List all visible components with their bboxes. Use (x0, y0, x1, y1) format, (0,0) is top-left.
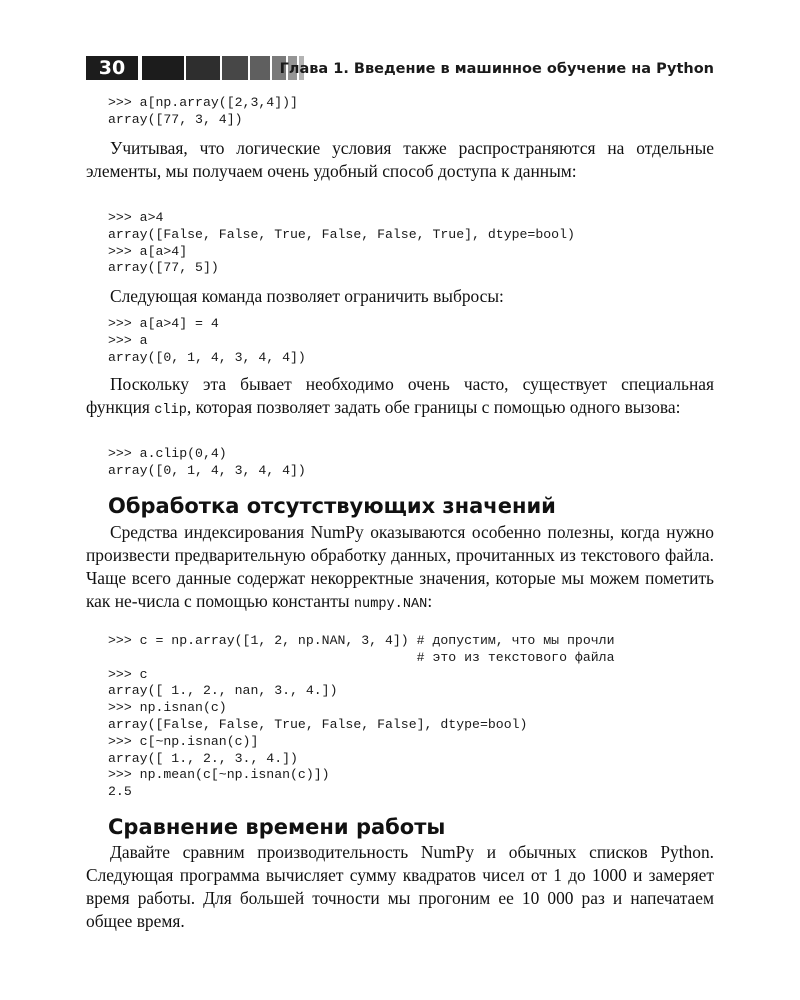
section-heading: Обработка отсутствующих значений (108, 494, 556, 518)
header-bar (250, 56, 270, 80)
inline-code: clip (154, 403, 187, 418)
inline-code: numpy.NAN (353, 597, 428, 612)
paragraph-text: Средства индексирования NumPy оказываются особенно полезны, когда нужно произвести предварительную обработку данных, прочитанных из текстового файла. Чаще всего данные содержат некорректные значения, которые мы можем пометить как не-числа с помощью константы (86, 522, 714, 611)
paragraph (86, 373, 714, 422)
paragraph: Учитывая, что логические условия также распространяются на отдельные элементы, мы получаем очень удобный способ доступа к данным: (86, 138, 714, 181)
code-block: >>> a[np.array([2,3,4])] array([77, 3, 4]) (108, 95, 298, 127)
running-header (86, 56, 714, 80)
code-block: >>> a[a>4] = 4 >>> a array([0, 1, 4, 3, 4, 4]) (108, 316, 306, 365)
paragraph-text: Поскольку эта бывает необходимо очень часто, существует специальная функция (86, 374, 714, 417)
paragraph: Следующая команда позволяет ограничить выбросы: (110, 286, 504, 306)
header-bar (222, 56, 248, 80)
section-heading: Сравнение времени работы (108, 815, 446, 839)
code-block: >>> a>4 array([False, False, True, False, False, True], dtype=bool) >>> a[a>4] array([77, 5]) (108, 210, 575, 276)
paragraph (86, 521, 714, 616)
paragraph-text: , которая позволяет задать обе границы с помощью одного вызова: (186, 397, 681, 417)
code-block: >>> a.clip(0,4) array([0, 1, 4, 3, 4, 4]) (108, 446, 306, 478)
chapter-title: Глава 1. Введение в машинное обучение на Python (279, 61, 714, 77)
paragraph: Давайте сравним производительность NumPy и обычных списков Python. Следующая программа вычисляет сумму квадратов чисел от 1 до 1000 и замеряет время работы. Для большей точности мы прогоним ее 10 000 раз и напечатаем общее время. (86, 842, 714, 931)
code-block: >>> c = np.array([1, 2, np.NAN, 3, 4]) # допустим, что мы прочли # это из текстового файла >>> c array([ 1., 2., nan, 3., 4.]) >>> np.isnan(c) array([False, False, True, False, False], dtype=bool) >>> c[~np.isnan(c)] array([ 1., 2., 3., 4.]) >>> np.mean(c[~np.isnan(c)]) 2.5 (108, 633, 615, 800)
header-bar (142, 56, 184, 80)
paragraph-text: : (427, 591, 433, 611)
header-bar (186, 56, 220, 80)
page-number: 30 (86, 56, 138, 80)
